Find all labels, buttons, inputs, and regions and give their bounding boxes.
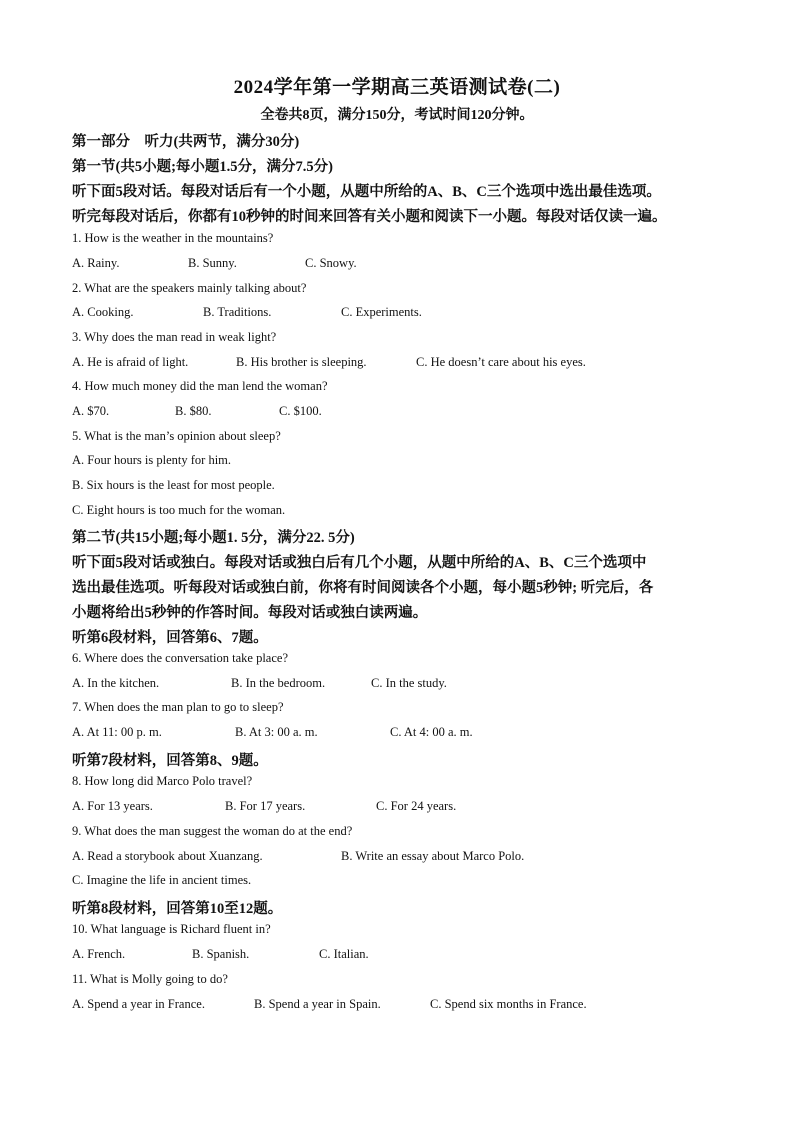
q7-option-b: B. At 3: 00 a. m. xyxy=(235,725,318,739)
q9-option-a: A. Read a storybook about Xuanzang. xyxy=(72,849,263,863)
q3-option-b: B. His brother is sleeping. xyxy=(236,355,367,369)
q9-option-c: C. Imagine the life in ancient times. xyxy=(72,873,252,887)
question-7: 7. When does the man plan to go to sleep? xyxy=(72,700,284,714)
q5-option-a: A. Four hours is plenty for him. xyxy=(72,453,232,467)
exam-title: 2024学年第一学期高三英语测试卷(二) xyxy=(233,77,561,98)
material-8-heading: 听第8段材料，回答第10至12题。 xyxy=(72,901,283,917)
section1-heading: 第一节(共5小题;每小题1.5分，满分7.5分) xyxy=(72,159,333,175)
q2-option-c: C. Experiments. xyxy=(341,305,422,319)
question-2: 2. What are the speakers mainly talking about? xyxy=(72,281,307,295)
q3-option-c: C. He doesn’t care about his eyes. xyxy=(416,355,586,369)
q10-option-c: C. Italian. xyxy=(319,947,369,961)
question-4: 4. How much money did the man lend the woman? xyxy=(72,379,328,393)
q6-option-c: C. In the study. xyxy=(371,676,447,690)
question-11: 11. What is Molly going to do? xyxy=(72,972,228,986)
q11-option-a: A. Spend a year in France. xyxy=(72,997,205,1011)
q1-option-b: B. Sunny. xyxy=(188,256,237,270)
question-1: 1. How is the weather in the mountains? xyxy=(72,231,274,245)
q1-option-a: A. Rainy. xyxy=(72,256,120,270)
q5-option-c: C. Eight hours is too much for the woman. xyxy=(72,503,286,517)
q11-option-c: C. Spend six months in France. xyxy=(430,997,587,1011)
q8-option-a: A. For 13 years. xyxy=(72,799,153,813)
section1-instructions-1: 听下面5段对话。每段对话后有一个小题，从题中所给的A、B、C三个选项中选出最佳选项。 xyxy=(72,184,661,200)
material-6-heading: 听第6段材料，回答第6、7题。 xyxy=(72,630,268,646)
section2-instructions-2: 选出最佳选项。听每段对话或独白前，你将有时间阅读各个小题，每小题5秒钟; 听完后，各 xyxy=(72,580,654,596)
q5-option-b: B. Six hours is the least for most people. xyxy=(72,478,275,492)
question-5: 5. What is the man’s opinion about sleep? xyxy=(72,429,281,443)
q2-option-b: B. Traditions. xyxy=(203,305,272,319)
q10-option-b: B. Spanish. xyxy=(192,947,250,961)
question-3: 3. Why does the man read in weak light? xyxy=(72,330,277,344)
section2-instructions-1: 听下面5段对话或独白。每段对话或独白后有几个小题，从题中所给的A、B、C三个选项中 xyxy=(72,555,647,571)
material-7-heading: 听第7段材料，回答第8、9题。 xyxy=(72,753,268,769)
q6-option-b: B. In the bedroom. xyxy=(231,676,326,690)
q4-option-a: A. $70. xyxy=(72,404,110,418)
q7-option-a: A. At 11: 00 p. m. xyxy=(72,725,162,739)
q2-option-a: A. Cooking. xyxy=(72,305,134,319)
q1-option-c: C. Snowy. xyxy=(305,256,357,270)
q9-option-b: B. Write an essay about Marco Polo. xyxy=(341,849,525,863)
question-8: 8. How long did Marco Polo travel? xyxy=(72,774,253,788)
q8-option-c: C. For 24 years. xyxy=(376,799,457,813)
exam-subtitle: 全卷共8页，满分150分，考试时间120分钟。 xyxy=(260,108,534,123)
question-9: 9. What does the man suggest the woman do at the end? xyxy=(72,824,353,838)
section2-heading: 第二节(共15小题;每小题1. 5分，满分22. 5分) xyxy=(72,530,355,546)
part1-heading: 第一部分 听力(共两节，满分30分) xyxy=(72,134,300,150)
question-10: 10. What language is Richard fluent in? xyxy=(72,922,271,936)
q8-option-b: B. For 17 years. xyxy=(225,799,306,813)
q6-option-a: A. In the kitchen. xyxy=(72,676,160,690)
section1-instructions-2: 听完每段对话后，你都有10秒钟的时间来回答有关小题和阅读下一小题。每段对话仅读一遍。 xyxy=(72,209,667,225)
q4-option-c: C. $100. xyxy=(279,404,322,418)
section2-instructions-3: 小题将给出5秒钟的作答时间。每段对话或独白读两遍。 xyxy=(72,605,428,621)
q10-option-a: A. French. xyxy=(72,947,126,961)
q3-option-a: A. He is afraid of light. xyxy=(72,355,189,369)
q11-option-b: B. Spend a year in Spain. xyxy=(254,997,381,1011)
q7-option-c: C. At 4: 00 a. m. xyxy=(390,725,473,739)
question-6: 6. Where does the conversation take place? xyxy=(72,651,288,665)
q4-option-b: B. $80. xyxy=(175,404,212,418)
